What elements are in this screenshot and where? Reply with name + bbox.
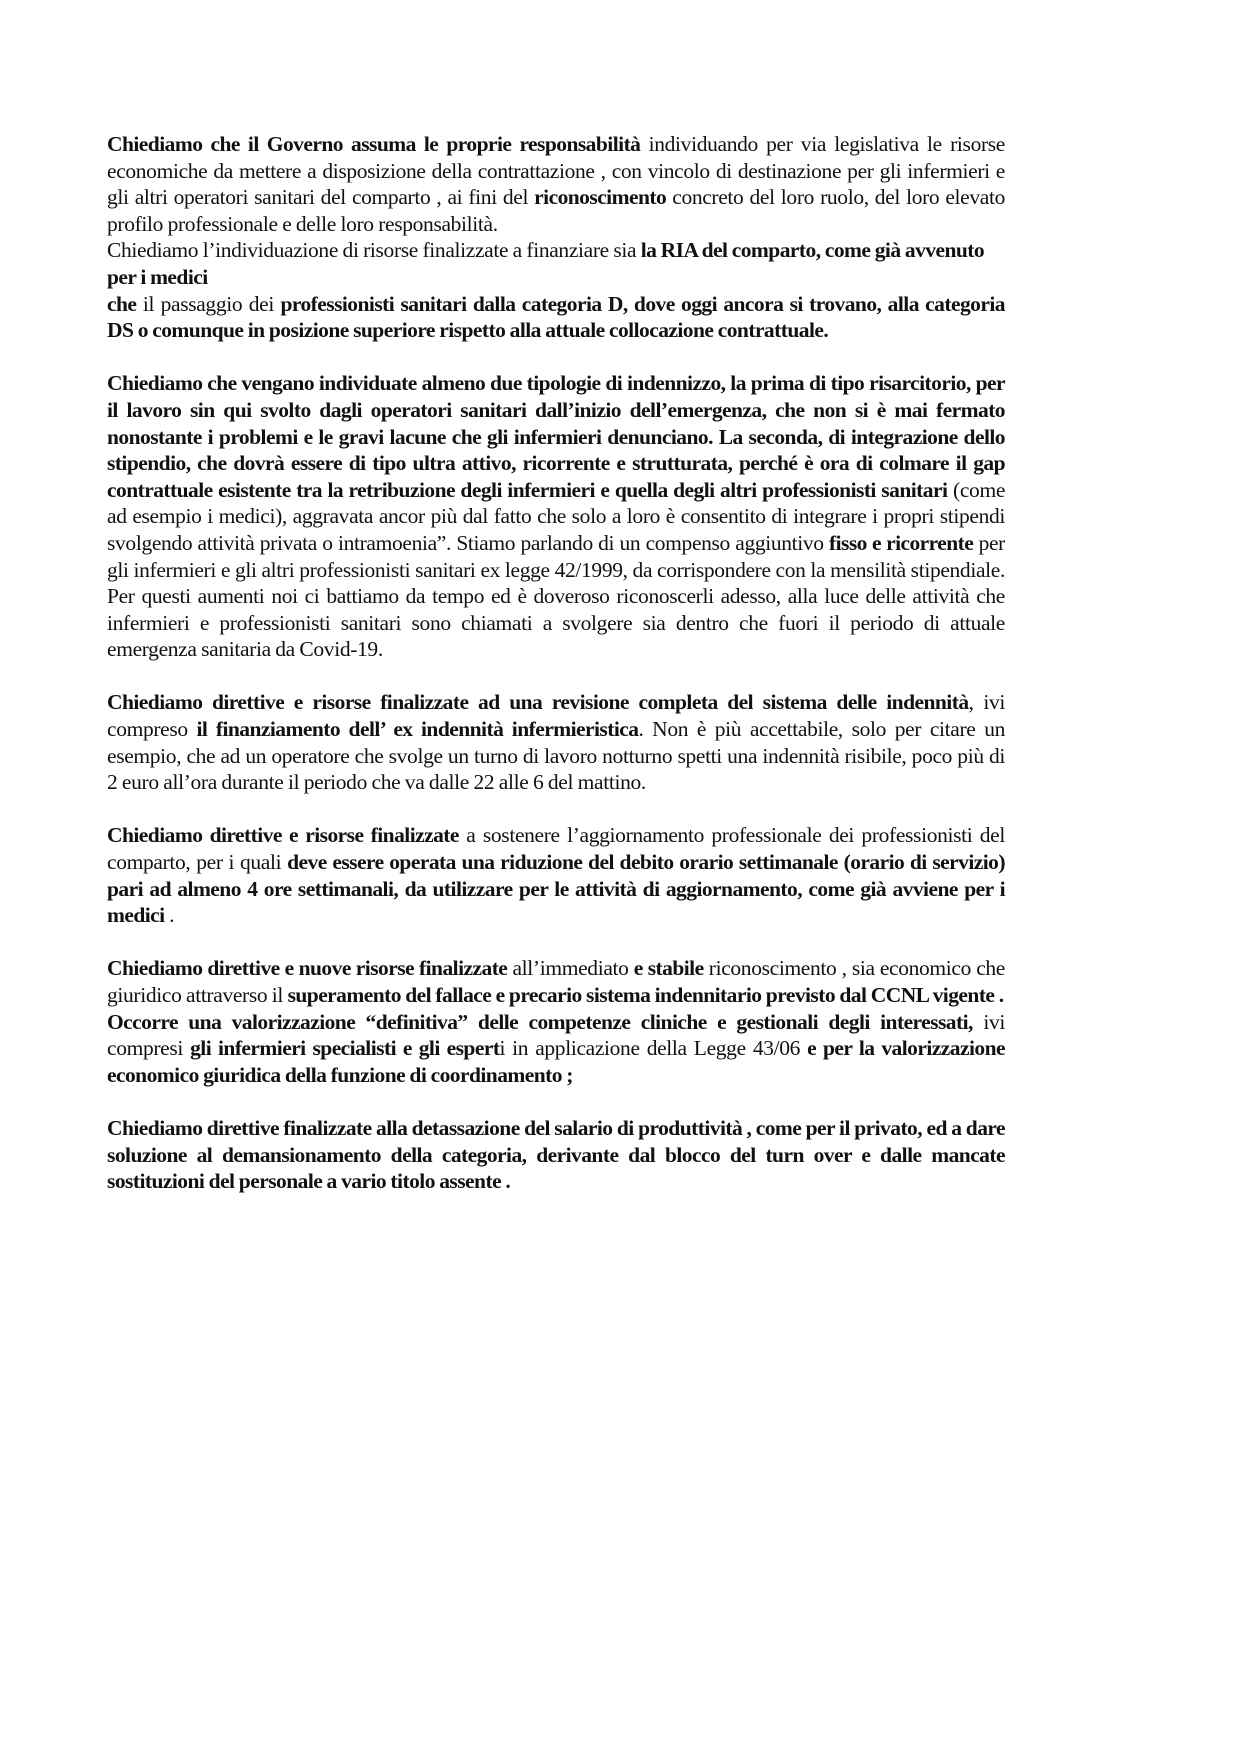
paragraph-valorizzazione-competenze	[107, 1009, 1005, 1089]
paragraph-categoria-ds	[107, 291, 1005, 344]
bold-text: Chiediamo che vengano individuate almeno due tipologie di indennizzo, la prima di tipo risarcitorio, per il lavoro sin qui svolto dagli operatori sanitari dall’inizio dell’emergenza, che non si è mai fermato nonostante i problemi e le gravi lacune che gli infermieri denunciano. La seconda, di integrazione dello stipendio, che dovrà essere di tipo ultra attivo, ricorrente e strutturata, perché è ora di colmare il gap contrattuale esistente tra la retribuzione degli infermieri e quella degli altri professionisti sanitari	[107, 371, 1005, 502]
paragraph-governo-responsabilita	[107, 131, 1005, 237]
body-text: per gli infermieri e gli altri professionisti sanitari ex legge 42/1999, da corrispondere con la mensilità stipendiale. Per questi aumenti noi ci battiamo da tempo ed è doveroso riconoscerli adesso, alla luce delle attività che infermieri e professionisti sanitari sono chiamati a svolgere sia dentro che fuori il periodo di attuale emergenza sanitaria da Covid-19.	[107, 530, 1005, 662]
bold-text: e stabile	[633, 956, 704, 981]
bold-text: Chiediamo direttive e risorse finalizzate	[107, 823, 459, 848]
paragraph-riconoscimento-stabile	[107, 955, 1005, 1008]
body-text: riconoscimento , sia economico che giuridico attraverso il	[107, 956, 1005, 1007]
body-text: .	[164, 903, 175, 928]
bold-text: professionisti sanitari dalla categoria D, dove oggi ancora si trovano, alla categoria DS o comunque in posizione superiore rispetto alla attuale collocazione contrattuale.	[107, 291, 1005, 343]
paragraph-detassazione-salario	[107, 1115, 1005, 1195]
document-page	[107, 131, 1005, 1195]
body-text: a sostenere l’aggiornamento professionale dei professionisti del comparto, per i quali	[107, 823, 1005, 875]
bold-text: la RIA del comparto, come già avvenuto per i medici	[107, 238, 985, 289]
body-text: individuando per via legislativa le risorse economiche da mettere a disposizione della contrattazione , con vincolo di destinazione per gli infermieri e gli altri operatori sanitari del comparto , ai fini del	[107, 132, 1005, 210]
bold-text: che	[107, 291, 137, 316]
body-text: ivi compresi	[107, 1009, 1006, 1061]
bold-text: Chiediamo che il Governo assuma le proprie responsabilità	[107, 132, 641, 156]
body-text: i in applicazione della Legge 43/06	[499, 1036, 808, 1061]
bold-text: superamento del fallace e precario sistema indennitario previsto dal CCNL vigente .	[287, 983, 1004, 1007]
paragraph-aggiornamento-professionale	[107, 822, 1005, 928]
body-text: il passaggio dei	[136, 291, 281, 316]
body-text: . Non è più accettabile, solo per citare un esempio, che ad un operatore che svolge un turno di lavoro notturno spetti una indennità risibile, poco più di 2 euro all’ora durante il periodo che va dalle 22 alle 6 del mattino.	[107, 717, 1005, 795]
bold-text: Occorre una valorizzazione “definitiva” delle competenze cliniche e gestionali degli interessati,	[107, 1009, 973, 1034]
bold-text: fisso e ricorrente	[829, 530, 974, 555]
bold-text: gli infermieri specialisti e gli espert	[190, 1036, 500, 1061]
paragraph-sistema-indennita	[107, 689, 1005, 795]
body-text: (come ad esempio i medici), aggravata ancor più dal fatto che solo a loro è consentito di integrare i propri stipendi svolgendo attività privata o intramoenia”. Stiamo parlando di un compenso aggiuntivo	[107, 477, 1006, 555]
bold-text: deve essere operata una riduzione del debito orario settimanale (orario di servizio) pari ad almeno 4 ore settimanali, da utilizzare per le attività di aggiornamento, come già avviene per i medici	[107, 850, 1005, 928]
bold-text: Chiediamo direttive e risorse finalizzate ad una revisione completa del sistema delle indennità	[107, 690, 969, 715]
bold-text: il finanziamento dell’ ex indennità infermieristica	[196, 717, 639, 742]
bold-text: Chiediamo direttive e nuove risorse finalizzate	[107, 956, 508, 981]
paragraph-indennizzo	[107, 370, 1005, 663]
bold-text: Chiediamo direttive finalizzate alla detassazione del salario di produttività , come per il privato, ed a dare soluzione al demansionamento della categoria, derivante dal blocco del turn over e dalle mancate sostituzioni del personale a vario titolo assente .	[107, 1115, 1005, 1194]
body-text: , ivi compreso	[107, 690, 1005, 742]
body-text: all’immediato	[507, 956, 634, 981]
paragraph-ria-comparto	[107, 237, 1005, 290]
bold-text: riconoscimento	[534, 185, 667, 210]
body-text: Chiediamo l’individuazione di risorse finalizzate a finanziare sia	[107, 238, 641, 263]
bold-text: e per la valorizzazione economico giuridica della funzione di coordinamento ;	[107, 1036, 1005, 1087]
body-text: concreto del loro ruolo, del loro elevato profilo professionale e delle loro responsabilità.	[107, 185, 1005, 236]
